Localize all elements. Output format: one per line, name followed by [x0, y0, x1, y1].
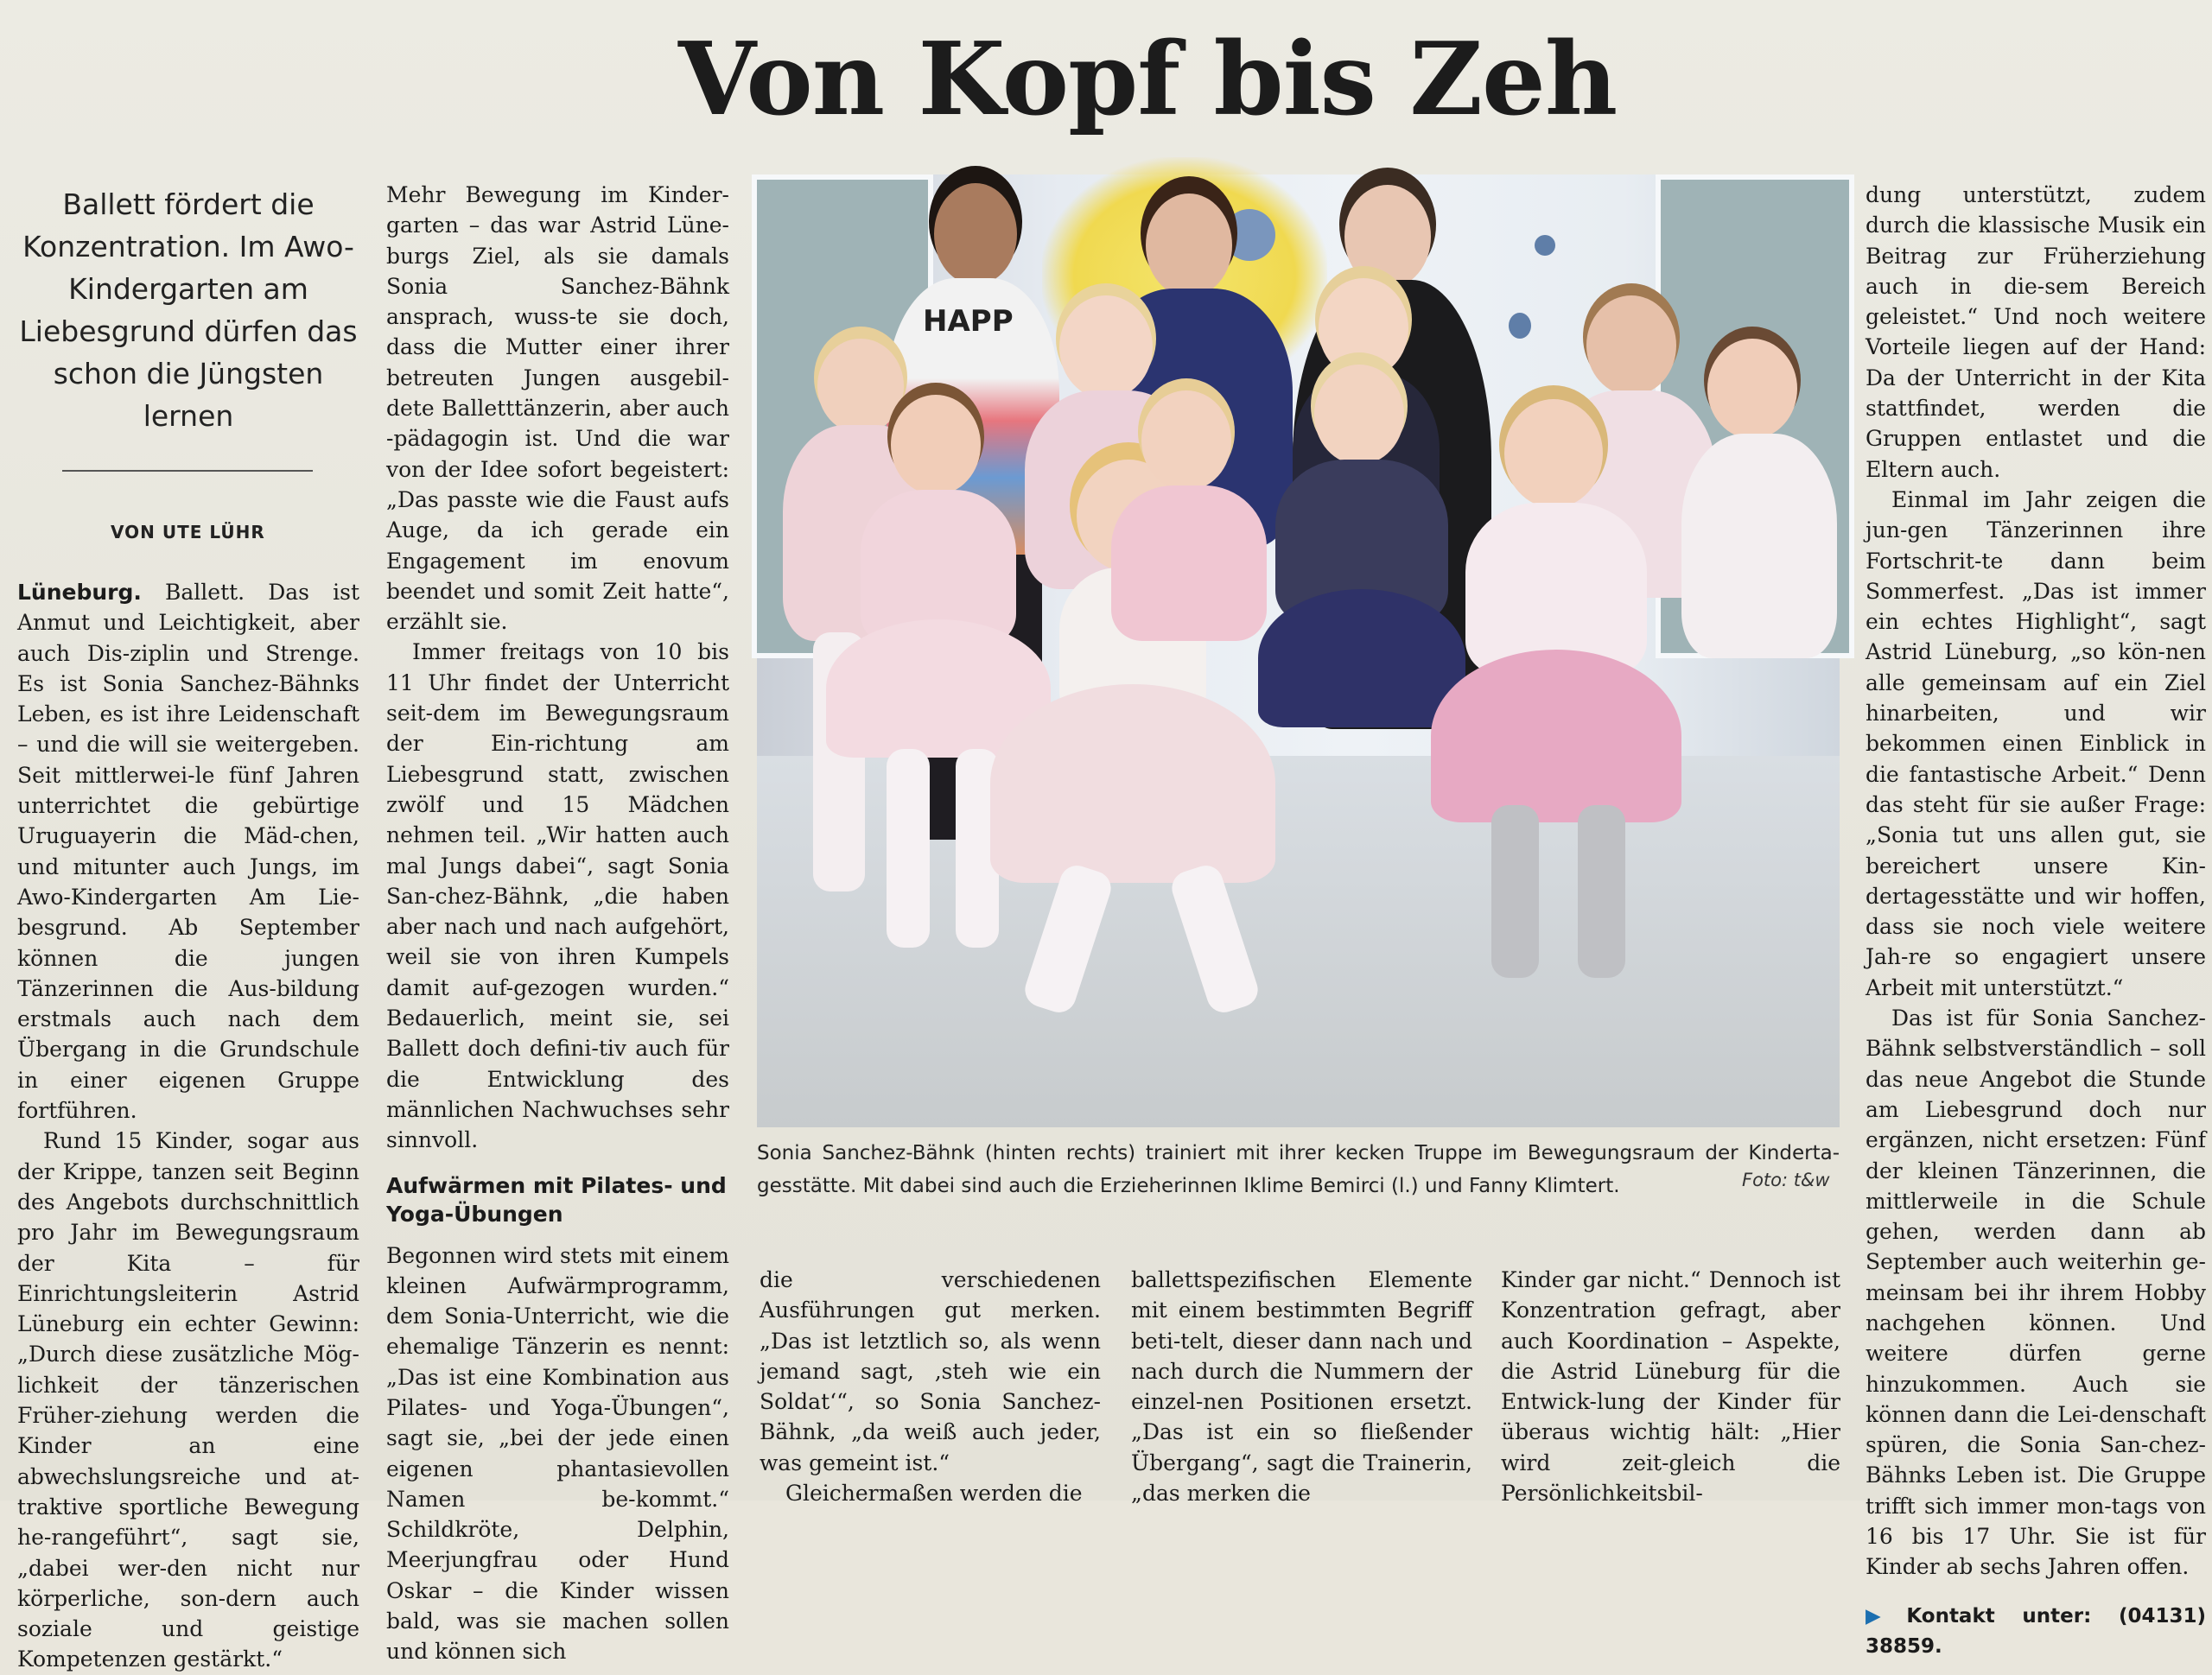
intro-divider — [62, 470, 313, 472]
contact-line — [1866, 1602, 2206, 1663]
article-column-2 — [386, 180, 729, 1667]
shirt-print: HAPP — [923, 304, 1014, 339]
paragraph: die verschiedenen Ausführungen gut merken. „Das ist letztlich so, als wenn jemand sagt, ‚steh wie ein Soldat‘“, so Sonia Sanchez-Bähnk, „da weiß auch jeder, was gemeint ist.“ — [760, 1267, 1101, 1475]
article-column-4 — [1131, 1265, 1472, 1508]
paragraph: Mehr Bewegung im Kinder-garten – das war Astrid Lüne-burgs Ziel, als sie damals Sonia Sanchez-Bähnk ansprach, wuss-te sie doch, dass die Mutter einer ihrer betreuten Jungen ausgebil-dete Balletttänzerin, aber auch -pädagogin ist. Und die war von der Idee sofort begeistert: „Das passte wie die Faust aufs Auge, da ich gerade ein Engagement im enovum beendet und somit Zeit hatte“, erzählt sie. — [386, 182, 729, 635]
paragraph: ballettspezifischen Elemente mit einem bestimmten Begriff beti-telt, dieser dann nach und nach durch die Nummern der einzel-nen Positionen ersetzt. „Das ist ein so fließender Übergang“, sagt die Trainerin, „das merken die — [1131, 1267, 1472, 1507]
bleed-through-shadow — [493, 26, 605, 158]
subheading: Aufwärmen mit Pilates- und Yoga-Übungen — [386, 1172, 727, 1227]
article-column-5 — [1501, 1265, 1840, 1508]
byline: VON UTE LÜHR — [111, 522, 265, 542]
paragraph: Das ist für Sonia Sanchez-Bähnk selbstverständlich – soll das neue Angebot die Stunde am Liebesgrund doch nur ergänzen, nicht ersetzen: Fünf der kleinen Tänzerinnen, die mittlerweile in die Schule gehen, werden dann ab September auch weiterhin ge-meinsam bei ihr ihrem Hobby nachgehen können. Und weitere dürfen gerne hinzukommen. Auch sie können dann die Lei-denschaft spüren, die Sonia San-chez-Bähnks Leben ist. Die Gruppe trifft sich immer mon-tags von 16 bis 17 Uhr. Sie ist für Kinder ab sechs Jahren offen. — [1866, 1006, 2206, 1580]
paragraph: Rund 15 Kinder, sogar aus der Krippe, tanzen seit Beginn des Angebots durchschnittlich pro Jahr im Bewegungsraum der Kita – für Einrichtungsleiterin Astrid Lüneburg ein echter Gewinn: „Durch diese zusätzliche Mög-lichkeit der tänzerischen Früher-ziehung werden die Kinder an eine abwechslungsreiche und at-traktive sportliche Bewegung he-rangeführt“, sagt sie, „dabei wer-den nicht nur körperliche, son-dern auch soziale und geistige Kompetenzen gestärkt.“ — [17, 1128, 359, 1672]
paragraph: Begonnen wird stets mit einem kleinen Aufwärmprogramm, dem Sonia-Unterricht, wie die ehemalige Tänzerin es nennt: „Das ist eine Kombination aus Pilates- und Yoga-Übungen“, sagt sie, „bei der jede einen eigenen phantasievollen Namen be-kommt.“ Schildkröte, Delphin, Meerjungfrau oder Hund Oskar – die Kinder wissen bald, was sie machen sollen und können sich — [386, 1242, 729, 1665]
contact-text: Kontakt unter: (04131) 38859. — [1866, 1604, 2206, 1658]
article-column-1 — [17, 577, 359, 1675]
photo-credit: Foto: t&w — [1742, 1170, 1830, 1190]
paragraph: dung unterstützt, zudem durch die klassische Musik ein Beitrag zur Früherziehung auch in die-sem Bereich geleistet.“ Und noch weitere Vorteile liegen auf der Hand: Da der Unterricht in der Kita stattfindet, werden die Gruppen entlastet und die Eltern auch. — [1866, 182, 2206, 482]
article-column-3 — [760, 1265, 1101, 1508]
paragraph: Immer freitags von 10 bis 11 Uhr findet der Unterricht seit-dem im Bewegungsraum der Ein-richtung am Liebesgrund statt, zwischen zwölf und 15 Mädchen nehmen teil. „Wir hatten auch mal Jungs dabei“, sagt Sonia San-chez-Bähnk, „die haben aber nach und nach aufgehört, weil sie von ihren Kumpels damit auf-gezogen wurden.“ Bedauerlich, meint sie, sei Ballett doch defini-tiv auch für die Entwicklung des männlichen Nachwuchses sehr sinnvoll. — [386, 639, 729, 1153]
paragraph: Gleichermaßen werden die — [785, 1481, 1083, 1507]
intro-teaser: Ballett fördert die Konzentration. Im Awo-Kindergarten am Liebesgrund dürfen das schon die Jüngsten lernen — [19, 187, 358, 433]
headline: Von Kopf bis Zeh — [678, 21, 1618, 138]
article-column-6 — [1866, 180, 2206, 1662]
photo-caption: Sonia Sanchez-Bähnk (hinten rechts) trainiert mit ihrer kecken Truppe im Bewegungsraum der Kinderta-gesstätte. Mit dabei sind auch die Erzieherinnen Iklime Bemirci (l.) und Fanny Klimtert. — [757, 1142, 1840, 1197]
paragraph: Kinder gar nicht.“ Dennoch ist Konzentration gefragt, aber auch Koordination – Aspekte, die Astrid Lüneburg für die Entwick-lung der Kinder für überaus wichtig hält: „Hier wird zeit-gleich die Persönlichkeitsbil- — [1501, 1267, 1840, 1507]
wall-decoration — [1509, 313, 1531, 339]
paragraph: Einmal im Jahr zeigen die jun-gen Tänzerinnen ihre Fortschrit-te dann beim Sommerfest. „Das ist immer ein echtes Highlight“, sagt Astrid Lüneburg, „so kön-nen alle gemeinsam auf ein Ziel hinarbeiten, und wir bekommen einen Einblick in die fantastische Arbeit.“ Denn das steht für sie außer Frage: „Sonia tut uns allen gut, sie bereichert unsere Kin-dertagesstätte und wir hoffen, dass sie noch viele weitere Jah-re so engagiert unsere Arbeit mit unterstützt.“ — [1866, 486, 2206, 1000]
wall-decoration — [1535, 235, 1555, 256]
triangle-marker-icon: ▶ — [1866, 1604, 1902, 1627]
paragraph — [17, 577, 359, 1126]
dateline: Lüneburg. — [17, 580, 142, 605]
paragraph-text: Ballett. Das ist Anmut und Leichtigkeit, aber auch Dis-ziplin und Strenge. Es ist Sonia Sanchez-Bähnks Leben, es ist ihre Leidenschaft – und die will sie weitergeben. Seit mittlerwei-le fünf Jahren unterrichtet die gebürtige Uruguayerin die Mäd-chen, und mitunter auch Jungs, im Awo-Kindergarten Am Lie-besgrund. Ab September können die jungen Tänzerinnen die Aus-bildung erstmals auch nach dem Übergang in die Grundschule in einer eigenen Gruppe fortführen. — [17, 580, 359, 1124]
article-photo — [757, 174, 1840, 1127]
